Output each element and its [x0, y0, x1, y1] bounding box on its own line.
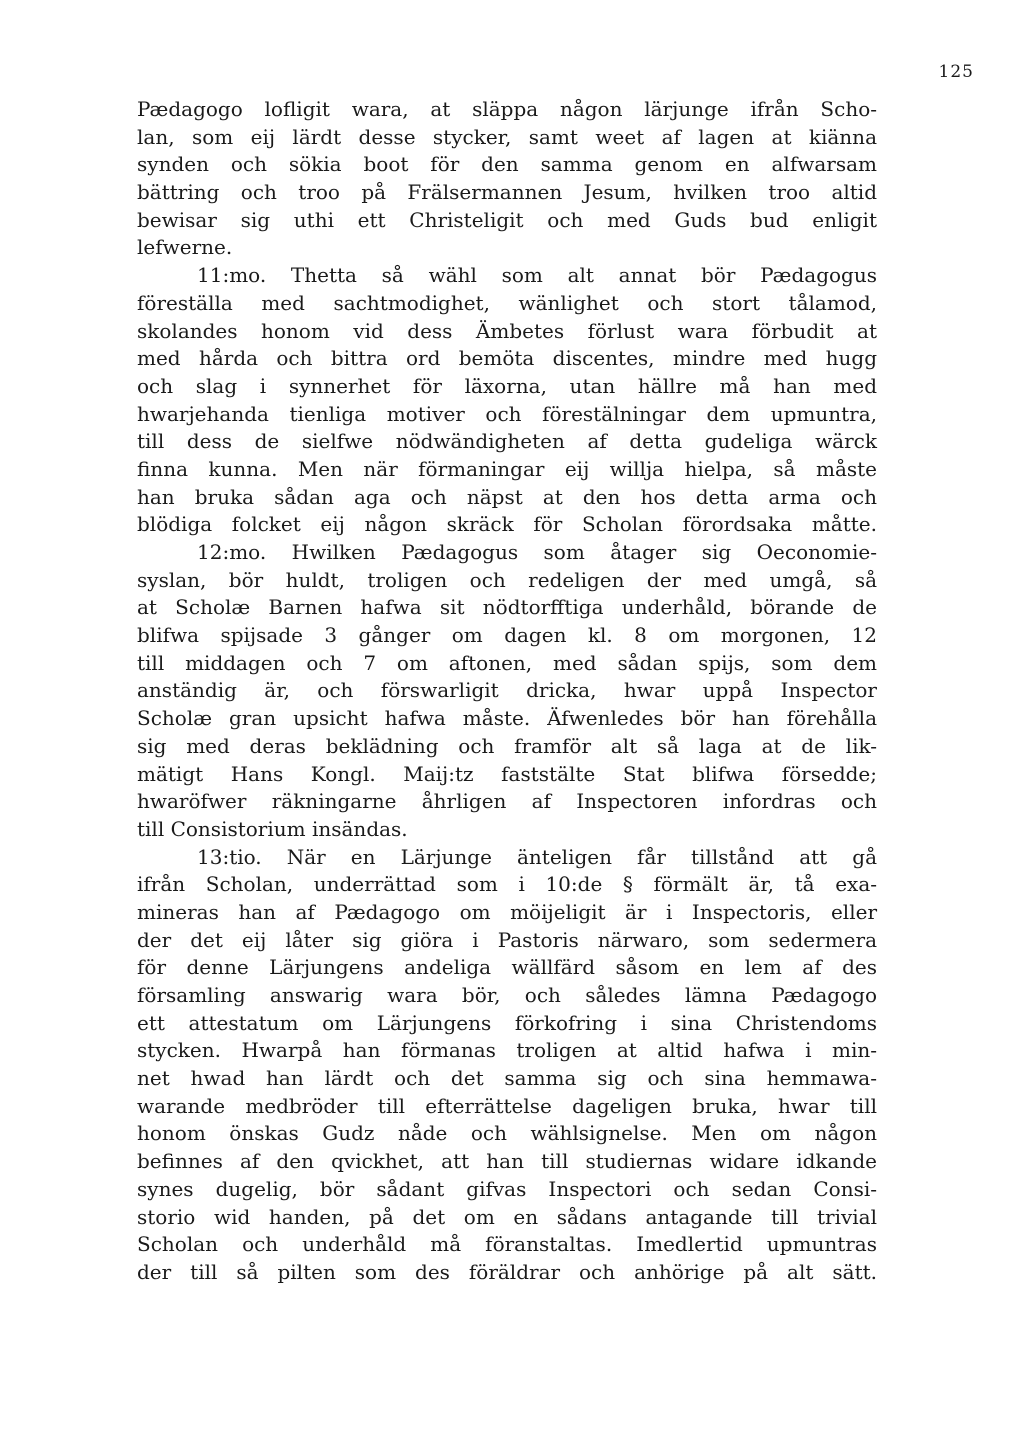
text-line: 12:mo. Hwilken Pædagogus som åtager sig Oeconomie-: [197, 540, 877, 564]
text-line: Scholan och underhåld må föranstaltas. Imedlertid upmuntras: [137, 1232, 877, 1257]
text-line: bewisar sig uthi ett Christeligit och med Guds bud enligit: [137, 207, 877, 232]
page-number: 125: [938, 62, 974, 82]
text-line: befinnes af den qvickhet, att han till studiernas widare idkande: [137, 1149, 877, 1174]
text-line: och slag i synnerhet för läxorna, utan hällre må han med: [137, 373, 877, 398]
text-line: till Consistorium insändas.: [137, 816, 408, 841]
text-line: blödiga folcket eij någon skräck för Scholan förordsaka måtte.: [137, 512, 877, 537]
text-line: Pædagogo lofligit wara, at släppa någon lärjunge ifrån Scho-: [137, 97, 877, 121]
text-line: synden och sökia boot för den samma genom en alfwarsam: [137, 152, 877, 177]
text-line: syslan, bör huldt, troligen och redeligen der med umgå, så: [137, 567, 877, 592]
text-line: storio wid handen, på det om en sådans antagande till trivial: [137, 1204, 877, 1229]
text-line: församling answarig wara bör, och således lämna Pædagogo: [137, 983, 877, 1007]
text-line: till middagen och 7 om aftonen, med sådan spijs, som dem: [137, 650, 877, 675]
text-line: lefwerne.: [137, 235, 233, 260]
text-line: ett attestatum om Lärjungens förkofring i sina Christendoms: [137, 1010, 877, 1035]
text-line: synes dugelig, bör sådant gifvas Inspectori och sedan Consi-: [137, 1176, 877, 1201]
text-line: till dess de sielfwe nödwändigheten af detta gudeliga wärck: [137, 429, 877, 454]
text-line: der det eij låter sig giöra i Pastoris närwaro, som sedermera: [137, 927, 877, 952]
text-line: finna kunna. Men när förmaningar eij willja hielpa, så måste: [137, 456, 877, 481]
text-line: der till så pilten som des föräldrar och anhörige på alt sätt.: [137, 1259, 877, 1284]
text-line: ifrån Scholan, underrättad som i 10:de § förmält är, tå exa-: [137, 872, 877, 897]
text-line: sig med deras beklädning och framför alt så laga at de lik-: [137, 733, 877, 758]
text-line: mätigt Hans Kongl. Maij:tz faststälte Stat blifwa försedde;: [137, 761, 877, 786]
text-line: hwarjehanda tienliga motiver och förestälningar dem upmuntra,: [137, 401, 877, 426]
text-line: 11:mo. Thetta så wähl som alt annat bör Pædagogus: [197, 263, 877, 288]
text-line: mineras han af Pædagogo om möijeligit är i Inspectoris, eller: [137, 899, 877, 924]
text-line: bättring och troo på Frälsermannen Jesum, hvilken troo altid: [137, 180, 877, 205]
text-line: Scholæ gran upsicht hafwa måste. Äfwenledes bör han förehålla: [137, 706, 877, 731]
text-line: föreställa med sachtmodighet, wänlighet och stort tålamod,: [137, 290, 877, 315]
text-line: blifwa spijsade 3 gånger om dagen kl. 8 om morgonen, 12: [137, 623, 877, 648]
body-text: [137, 96, 877, 1287]
text-line: anständig är, och förswarligit dricka, hwar uppå Inspector: [137, 678, 877, 703]
text-line: 13:tio. När en Lärjunge änteligen får tillstånd att gå: [197, 844, 877, 869]
text-line: net hwad han lärdt och det samma sig och sina hemmawa-: [137, 1066, 877, 1091]
text-line: skolandes honom vid dess Ämbetes förlust wara förbudit at: [137, 318, 877, 343]
text-line: hwaröfwer räkningarne åhrligen af Inspectoren infordras och: [137, 789, 877, 814]
text-line: för denne Lärjungens andeliga wällfärd såsom en lem af des: [137, 955, 877, 980]
text-line: at Scholæ Barnen hafwa sit nödtorfftiga underhåld, börande de: [137, 595, 877, 620]
text-line: stycken. Hwarpå han förmanas troligen at altid hafwa i min-: [137, 1038, 877, 1063]
text-line: han bruka sådan aga och näpst at den hos detta arma och: [137, 484, 877, 509]
text-line: honom önskas Gudz nåde och wählsignelse. Men om någon: [137, 1121, 877, 1146]
text-line: med hårda och bittra ord bemöta discentes, mindre med hugg: [137, 346, 877, 371]
text-line: lan, som eij lärdt desse stycker, samt weet af lagen at kiänna: [137, 124, 877, 149]
text-line: warande medbröder till efterrättelse dageligen bruka, hwar till: [137, 1093, 877, 1118]
